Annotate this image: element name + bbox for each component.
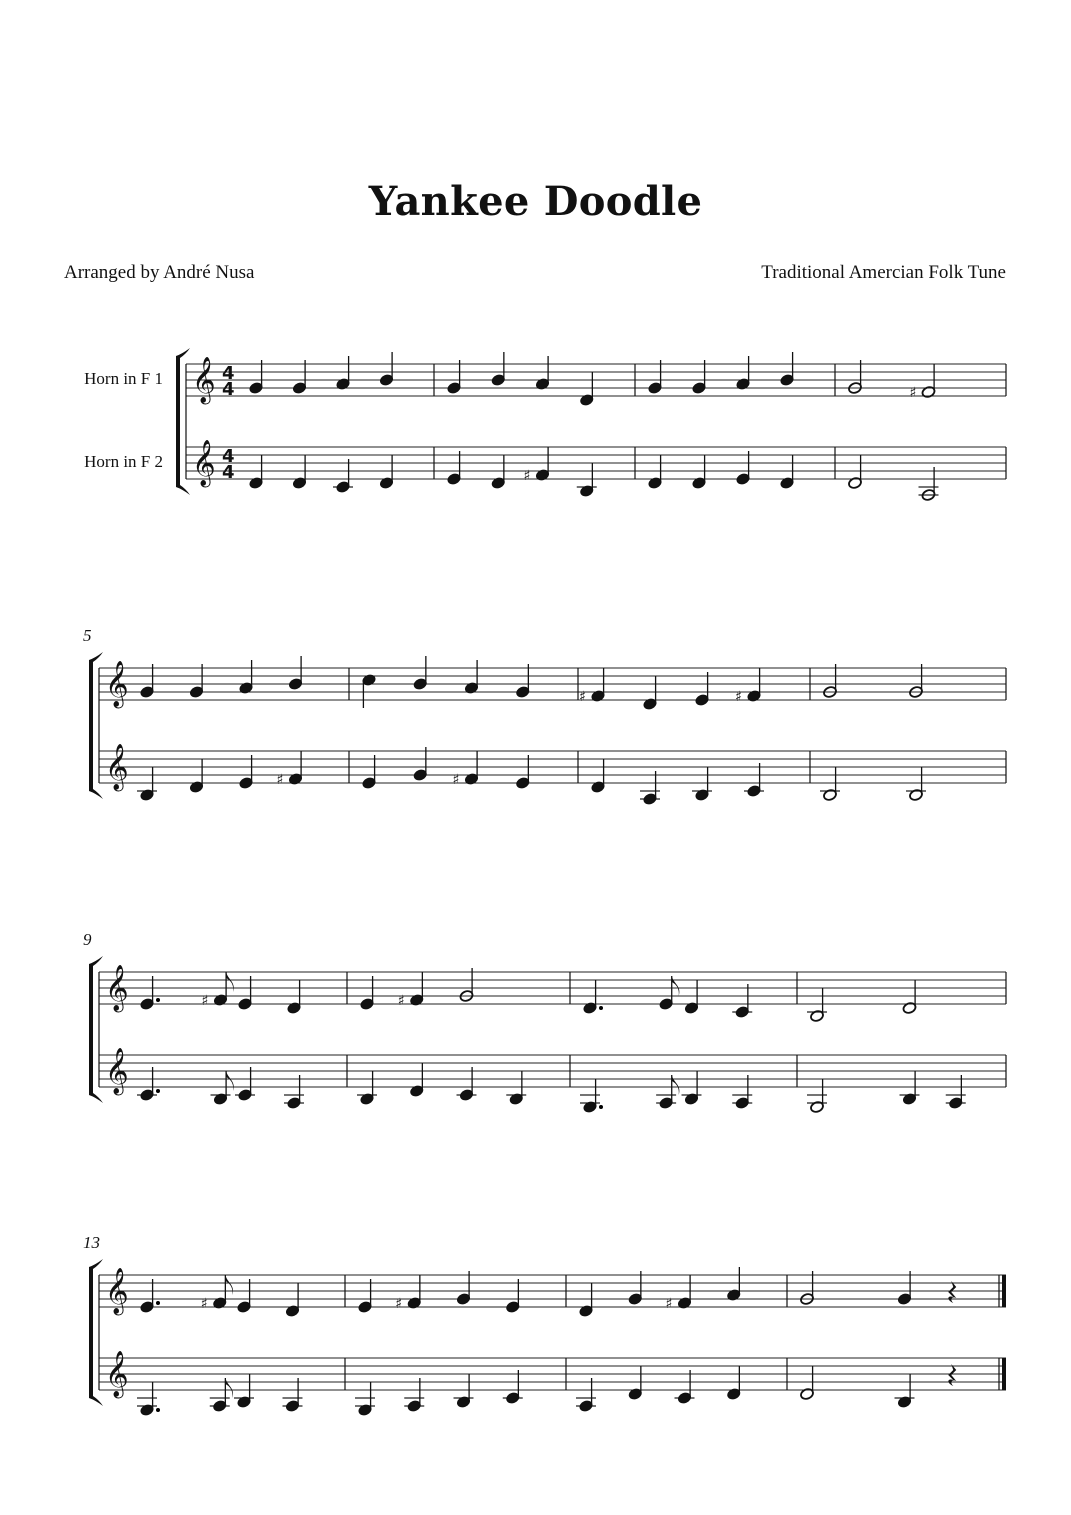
sharp-accidental: ♯ [201, 993, 209, 1009]
treble-clef: 𝄞 [192, 357, 216, 403]
augmentation-dot [156, 1301, 160, 1305]
bracket-bottom-hook [89, 789, 103, 799]
piece-title: Yankee Doodle [368, 178, 703, 225]
time-signature-numerator: 4 [222, 363, 235, 384]
arranger-credit: Arranged by André Nusa [64, 262, 255, 283]
system-bracket [176, 356, 180, 487]
final-barline [1002, 1275, 1006, 1307]
measure-number: 9 [83, 930, 92, 949]
measure-number: 13 [83, 1233, 100, 1252]
quarter-rest [948, 1364, 956, 1386]
eighth-flag [672, 976, 680, 996]
eighth-flag [225, 1275, 233, 1295]
treble-clef: 𝄞 [105, 661, 129, 707]
augmentation-dot [156, 1408, 160, 1412]
sharp-accidental: ♯ [276, 772, 284, 788]
sharp-accidental: ♯ [395, 1296, 403, 1312]
time-signature-denominator: 4 [222, 462, 235, 483]
sharp-accidental: ♯ [665, 1296, 673, 1312]
augmentation-dot [156, 998, 160, 1002]
bracket-bottom-hook [89, 1093, 103, 1103]
treble-clef: 𝄞 [105, 1351, 129, 1397]
augmentation-dot [599, 1006, 603, 1010]
augmentation-dot [156, 1089, 160, 1093]
treble-clef: 𝄞 [105, 965, 129, 1011]
treble-clef: 𝄞 [105, 1268, 129, 1314]
composer-credit: Traditional Amercian Folk Tune [761, 262, 1006, 283]
sharp-accidental: ♯ [452, 772, 460, 788]
bracket-bottom-hook [89, 1396, 103, 1406]
quarter-rest [948, 1281, 956, 1303]
sharp-accidental: ♯ [735, 689, 742, 705]
part-label-horn-1: Horn in F 1 [84, 369, 163, 388]
bracket-top-hook [89, 1259, 103, 1269]
eighth-flag [226, 1071, 234, 1091]
part-label-horn-2: Horn in F 2 [84, 452, 163, 471]
sharp-accidental: ♯ [909, 385, 917, 401]
eighth-flag [672, 1075, 680, 1095]
bracket-top-hook [89, 652, 103, 662]
eighth-flag [225, 1378, 233, 1398]
system-bracket [89, 660, 93, 791]
eighth-flag [226, 972, 234, 992]
treble-clef: 𝄞 [105, 744, 129, 790]
bracket-bottom-hook [176, 485, 190, 495]
measure-number: 5 [83, 626, 92, 645]
sharp-accidental: ♯ [200, 1296, 208, 1312]
sharp-accidental: ♯ [397, 993, 405, 1009]
treble-clef: 𝄞 [192, 440, 216, 486]
bracket-top-hook [176, 348, 190, 358]
sharp-accidental: ♯ [579, 689, 586, 705]
augmentation-dot [599, 1105, 603, 1109]
sharp-accidental: ♯ [523, 468, 531, 484]
final-barline [1002, 1358, 1006, 1390]
treble-clef: 𝄞 [105, 1048, 129, 1094]
time-signature-denominator: 4 [222, 379, 235, 400]
system-bracket [89, 964, 93, 1095]
system-bracket [89, 1267, 93, 1398]
bracket-top-hook [89, 956, 103, 966]
time-signature-numerator: 4 [222, 446, 235, 467]
